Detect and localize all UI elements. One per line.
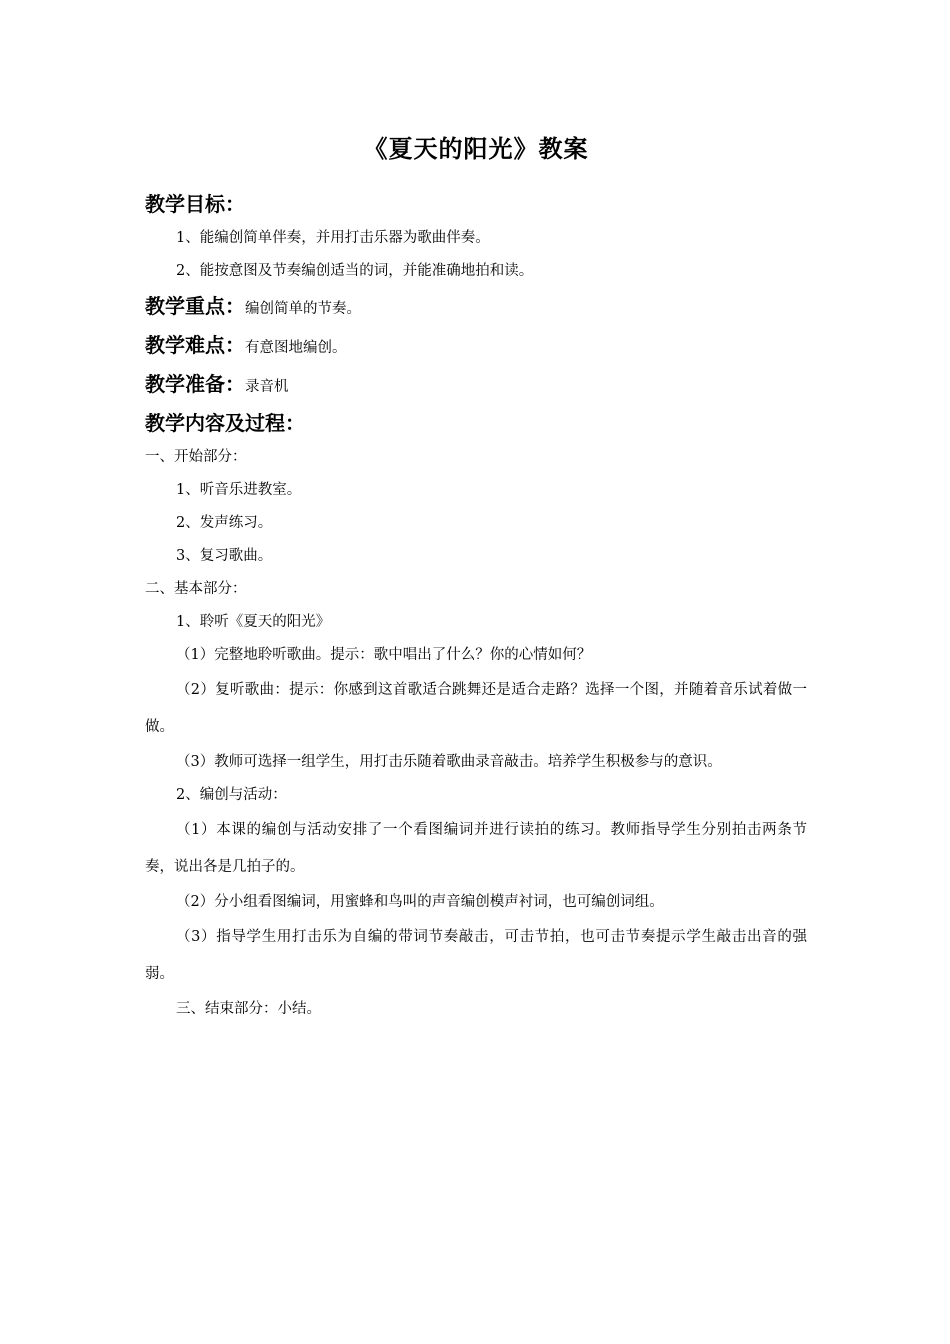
part2-title: 二、基本部分： — [145, 581, 247, 597]
part2-sub1-item-3: （3）教师可选择一组学生，用打击乐随着歌曲录音敲击。培养学生积极参与的意识。 — [176, 754, 722, 770]
document-page — [145, 132, 807, 1026]
part2-sub2-item-2: （2）分小组看图编词，用蜜蜂和鸟叫的声音编创模声衬词，也可编创词组。 — [176, 894, 664, 910]
part1-title: 一、开始部分： — [145, 449, 247, 465]
preparation-row — [145, 366, 807, 405]
part1-item-3: 3、复习歌曲。 — [176, 548, 273, 564]
key-point-text: 编创简单的节奏。 — [245, 301, 361, 317]
key-point-row — [145, 288, 807, 327]
part2-sub2-item-3: （3）指导学生用打击乐为自编的带词节奏敲击，可击节拍，也可击节奏提示学生敲击出音的强弱。 — [145, 929, 807, 982]
objectives-heading: 教学目标： — [145, 192, 245, 216]
part1-item-2: 2、发声练习。 — [176, 515, 273, 531]
part2-sub1-item-1: （1）完整地聆听歌曲。提示：歌中唱出了什么？你的心情如何？ — [176, 647, 592, 663]
part2-sub1-item-2: （2）复听歌曲：提示：你感到这首歌适合跳舞还是适合走路？选择一个图，并随着音乐试着做一做。 — [145, 682, 807, 735]
part2-sub2-title: 2、编创与活动： — [176, 787, 287, 803]
objective-item-1: 1、能编创简单伴奏，并用打击乐器为歌曲伴奏。 — [176, 230, 490, 246]
part3-title: 三、结束部分：小结。 — [176, 1001, 321, 1017]
document-title: 《夏天的阳光》教案 — [363, 135, 589, 163]
preparation-text: 录音机 — [245, 379, 289, 395]
part2-sub2-item-1: （1）本课的编创与活动安排了一个看图编词并进行读拍的练习。教师指导学生分别拍击两条节奏，说出各是几拍子的。 — [145, 822, 807, 875]
difficulty-text: 有意图地编创。 — [245, 340, 347, 356]
objective-item-2: 2、能按意图及节奏编创适当的词，并能准确地拍和读。 — [176, 263, 534, 279]
part1-item-1: 1、听音乐进教室。 — [176, 482, 302, 498]
key-point-label: 教学重点： — [145, 294, 245, 318]
difficulty-row — [145, 327, 807, 366]
preparation-label: 教学准备： — [145, 372, 245, 396]
process-heading: 教学内容及过程： — [145, 411, 305, 435]
part2-sub1-title: 1、聆听《夏天的阳光》 — [176, 614, 331, 630]
difficulty-label: 教学难点： — [145, 333, 245, 357]
